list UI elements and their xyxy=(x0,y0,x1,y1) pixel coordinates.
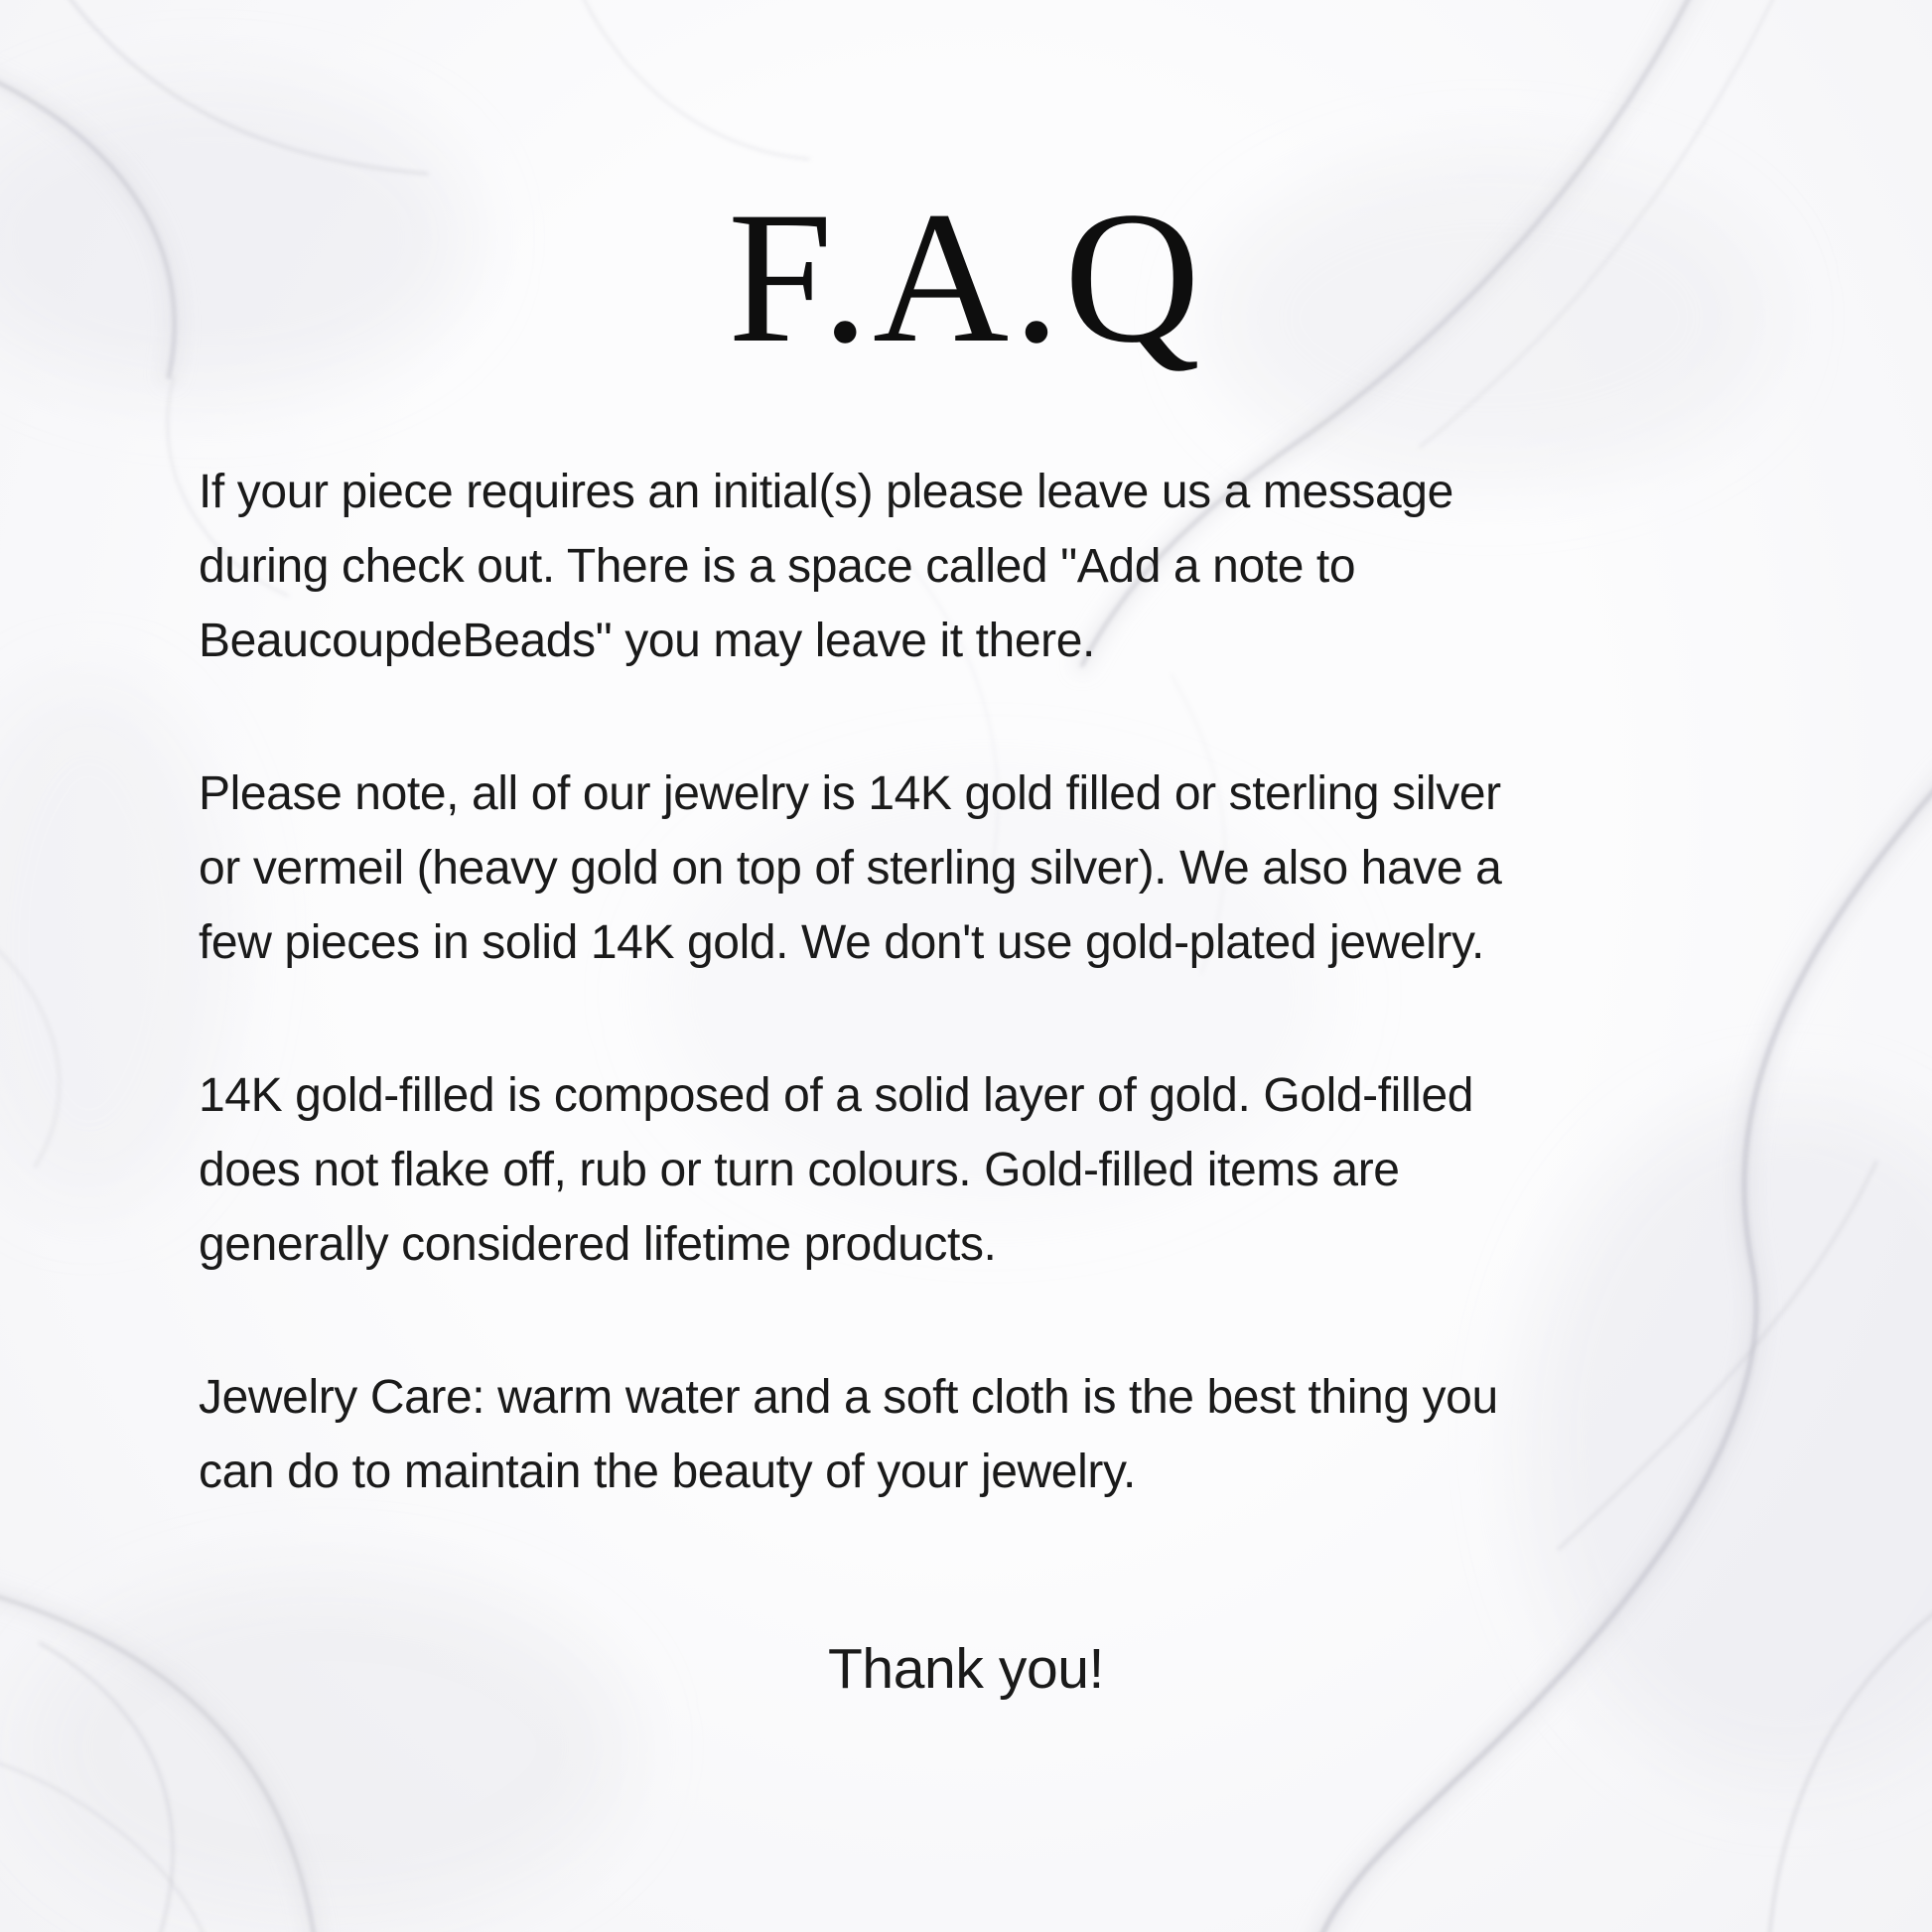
paragraph-initials-note xyxy=(199,455,1743,678)
paragraph-line: during check out. There is a space called "Add a note to xyxy=(199,540,1356,594)
faq-body xyxy=(0,455,1743,1509)
paragraph-materials xyxy=(199,757,1743,980)
paragraph-line: If your piece requires an initial(s) please leave us a message xyxy=(199,466,1453,519)
paragraph-line: BeaucoupdeBeads" you may leave it there. xyxy=(199,615,1095,668)
paragraph-line: or vermeil (heavy gold on top of sterling silver). We also have a xyxy=(199,842,1502,896)
paragraph-line: Please note, all of our jewelry is 14K gold filled or sterling silver xyxy=(199,767,1501,821)
paragraph-line: generally considered lifetime products. xyxy=(199,1218,997,1272)
thank-you-text: Thank you! xyxy=(828,1637,1104,1702)
paragraph-line: does not flake off, rub or turn colours. Gold-filled items are xyxy=(199,1144,1400,1197)
paragraph-line: Jewelry Care: warm water and a soft cloth is the best thing you xyxy=(199,1371,1498,1425)
paragraph-line: can do to maintain the beauty of your jewelry. xyxy=(199,1446,1136,1499)
page-title: F.A.Q xyxy=(728,174,1204,382)
paragraph-gold-filled-info xyxy=(199,1058,1743,1282)
paragraph-line: 14K gold-filled is composed of a solid layer of gold. Gold-filled xyxy=(199,1069,1474,1123)
paragraph-line: few pieces in solid 14K gold. We don't use gold-plated jewelry. xyxy=(199,916,1484,970)
paragraph-jewelry-care xyxy=(199,1360,1743,1509)
